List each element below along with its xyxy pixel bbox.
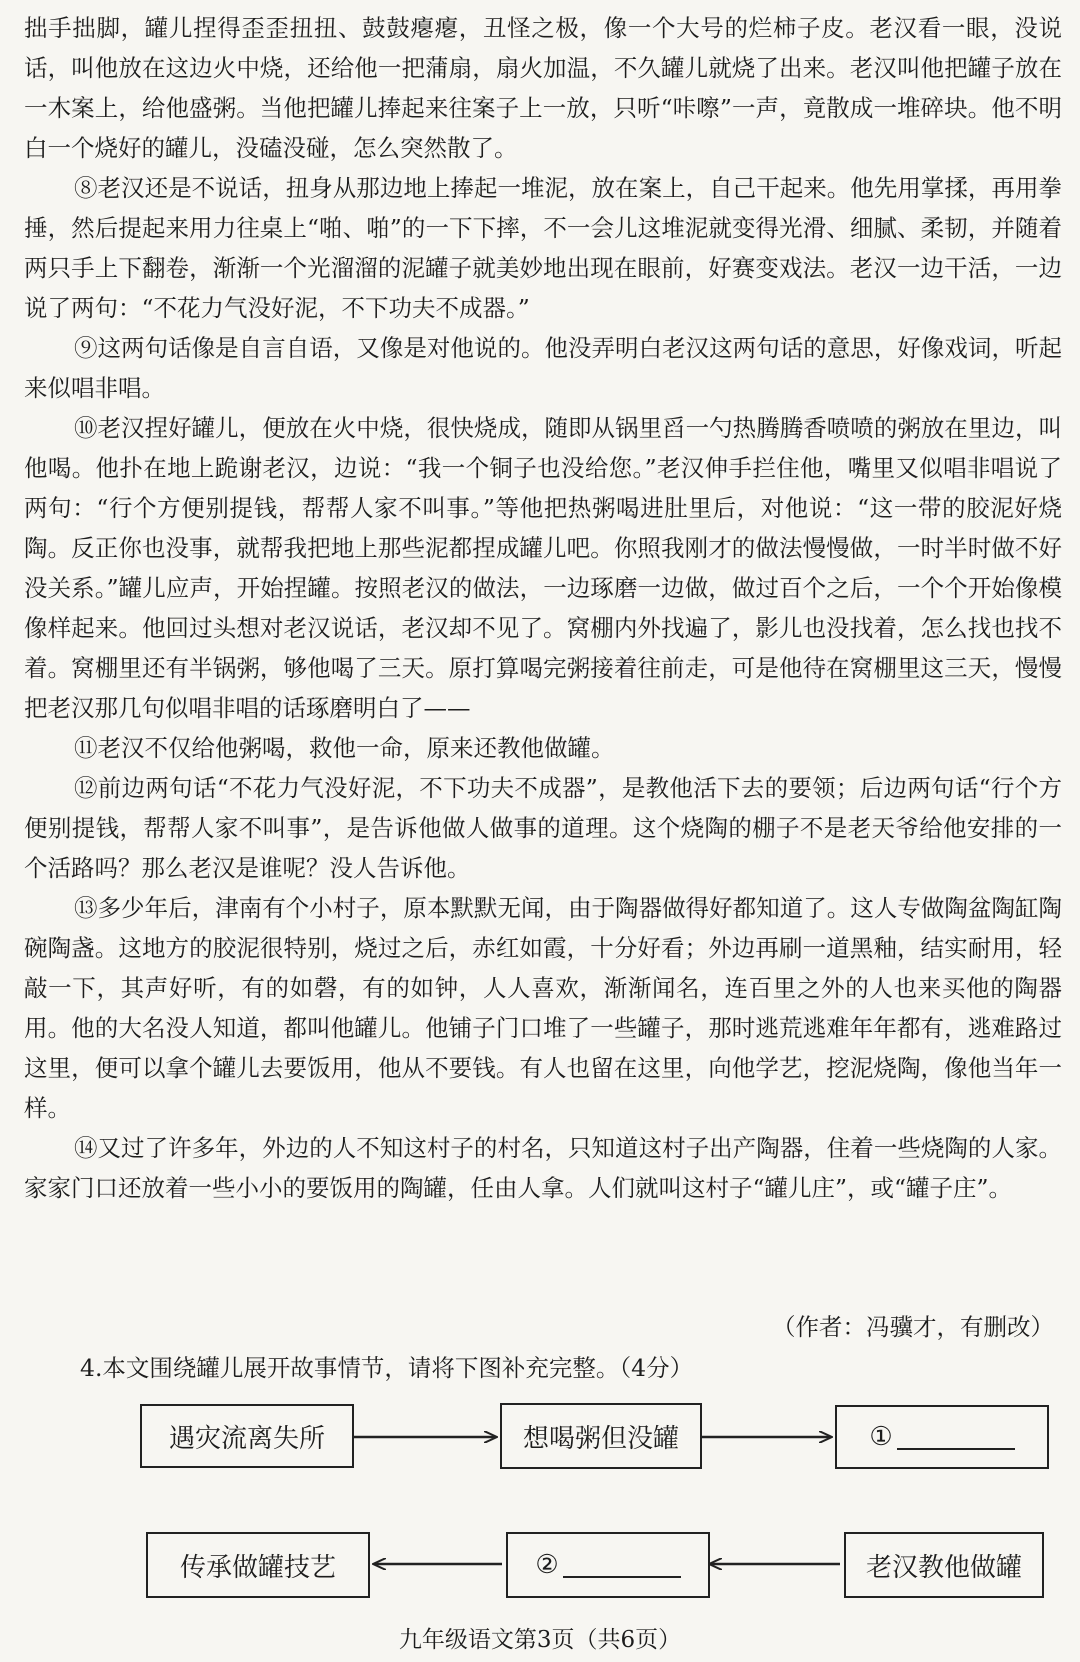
flow-box-blank-2[interactable] — [506, 1532, 710, 1598]
answer-line — [563, 1552, 681, 1578]
flow-box-label: 老汉教他做罐 — [865, 1552, 1022, 1583]
flow-box-label: 想喝粥但没罐 — [522, 1423, 679, 1454]
paragraph-11: ⑪老汉不仅给他粥喝，救他一命，原来还教他做罐。 — [74, 734, 615, 762]
flow-box-label: 遇灾流离失所 — [168, 1423, 325, 1454]
page-footer: 九年级语文第3页（共6页） — [398, 1627, 682, 1653]
blank-marker: ② — [535, 1550, 559, 1580]
flow-box-blank-1[interactable] — [835, 1405, 1049, 1469]
paragraph-continued: 拙手拙脚，罐儿捏得歪歪扭扭、鼓鼓瘪瘪，丑怪之极，像一个大号的烂柿子皮。老汉看一眼，没说话，叫他放在这边火中烧，还给他一把蒲扇，扇火加温，不久罐儿就烧了出来。老汉叫他把罐子放在一木案上，给他盛粥。当他把罐儿捧起来往案子上一放，只听“咔嚓”一声，竟散成一堆碎块。他不明白一个烧好的罐儿，没磕没碰，怎么突然散了。 — [24, 14, 1062, 162]
flow-box-label: 传承做罐技艺 — [179, 1552, 336, 1583]
blank-marker: ① — [869, 1422, 893, 1452]
flow-box-porridge — [500, 1403, 702, 1469]
question-4: 4.本文围绕罐儿展开故事情节，请将下图补充完整。（4分） — [80, 1354, 694, 1382]
paragraph-9: ⑨这两句话像是自言自语，又像是对他说的。他没弄明白老汉这两句话的意思，好像戏词，听起来似唱非唱。 — [24, 334, 1062, 402]
flow-box-teaching — [844, 1532, 1044, 1598]
author-credit: （作者：冯骥才，有删改） — [772, 1313, 1054, 1341]
answer-line — [897, 1424, 1015, 1450]
paragraph-13: ⑬多少年后，津南有个小村子，原本默默无闻，由于陶器做得好都知道了。这人专做陶盆陶缸陶碗陶盏。这地方的胶泥很特别，烧过之后，赤红如霞，十分好看；外边再刷一道黑釉，结实耐用，轻敲一下，其声好听，有的如磬，有的如钟，人人喜欢，渐渐闻名，连百里之外的人也来买他的陶器用。他的大名没人知道，都叫他罐儿。他铺子门口堆了一些罐子，那时逃荒逃难年年都有，逃难路过这里，便可以拿个罐儿去要饭用，他从不要钱。有人也留在这里，向他学艺，挖泥烧陶，像他当年一样。 — [24, 894, 1062, 1122]
paragraph-14: ⑭又过了许多年，外边的人不知这村子的村名，只知道这村子出产陶器，住着一些烧陶的人家。家家门口还放着一些小小的要饭用的陶罐，任由人拿。人们就叫这村子“罐儿庄”，或“罐子庄”。 — [24, 1134, 1062, 1202]
flow-box-inheritance — [146, 1532, 370, 1598]
paragraph-10: ⑩老汉捏好罐儿，便放在火中烧，很快烧成，随即从锅里舀一勺热腾腾香喷喷的粥放在里边，叫他喝。他扑在地上跪谢老汉，边说：“我一个铜子也没给您。”老汉伸手拦住他，嘴里又似唱非唱说了两句：“行个方便别提钱，帮帮人家不叫事。”等他把热粥喝进肚里后，对他说：“这一带的胶泥好烧陶。反正你也没事，就帮我把地上那些泥都捏成罐儿吧。你照我刚才的做法慢慢做，一时半时做不好没关系。”罐儿应声，开始捏罐。按照老汉的做法，一边琢磨一边做，做过百个之后，一个个开始像模像样起来。他回过头想对老汉说话，老汉却不见了。窝棚内外找遍了，影儿也没找着，怎么找也找不着。窝棚里还有半锅粥，够他喝了三天。原打算喝完粥接着往前走，可是他待在窝棚里这三天，慢慢把老汉那几句似唱非唱的话琢磨明白了—— — [24, 414, 1062, 722]
flow-box-disaster — [140, 1404, 354, 1468]
paragraph-12: ⑫前边两句话“不花力气没好泥，不下功夫不成器”，是教他活下去的要领；后边两句话“行个方便别提钱，帮帮人家不叫事”，是告诉他做人做事的道理。这个烧陶的棚子不是老天爷给他安排的一个活路吗？那么老汉是谁呢？没人告诉他。 — [24, 774, 1062, 882]
paragraph-8: ⑧老汉还是不说话，扭身从那边地上捧起一堆泥，放在案上，自己干起来。他先用掌揉，再用拳捶，然后提起来用力往桌上“啪、啪”的一下下摔，不一会儿这堆泥就变得光滑、细腻、柔韧，并随着两只手上下翻卷，渐渐一个光溜溜的泥罐子就美妙地出现在眼前，好赛变戏法。老汉一边干活，一边说了两句：“不花力气没好泥，不下功夫不成器。” — [24, 174, 1062, 322]
